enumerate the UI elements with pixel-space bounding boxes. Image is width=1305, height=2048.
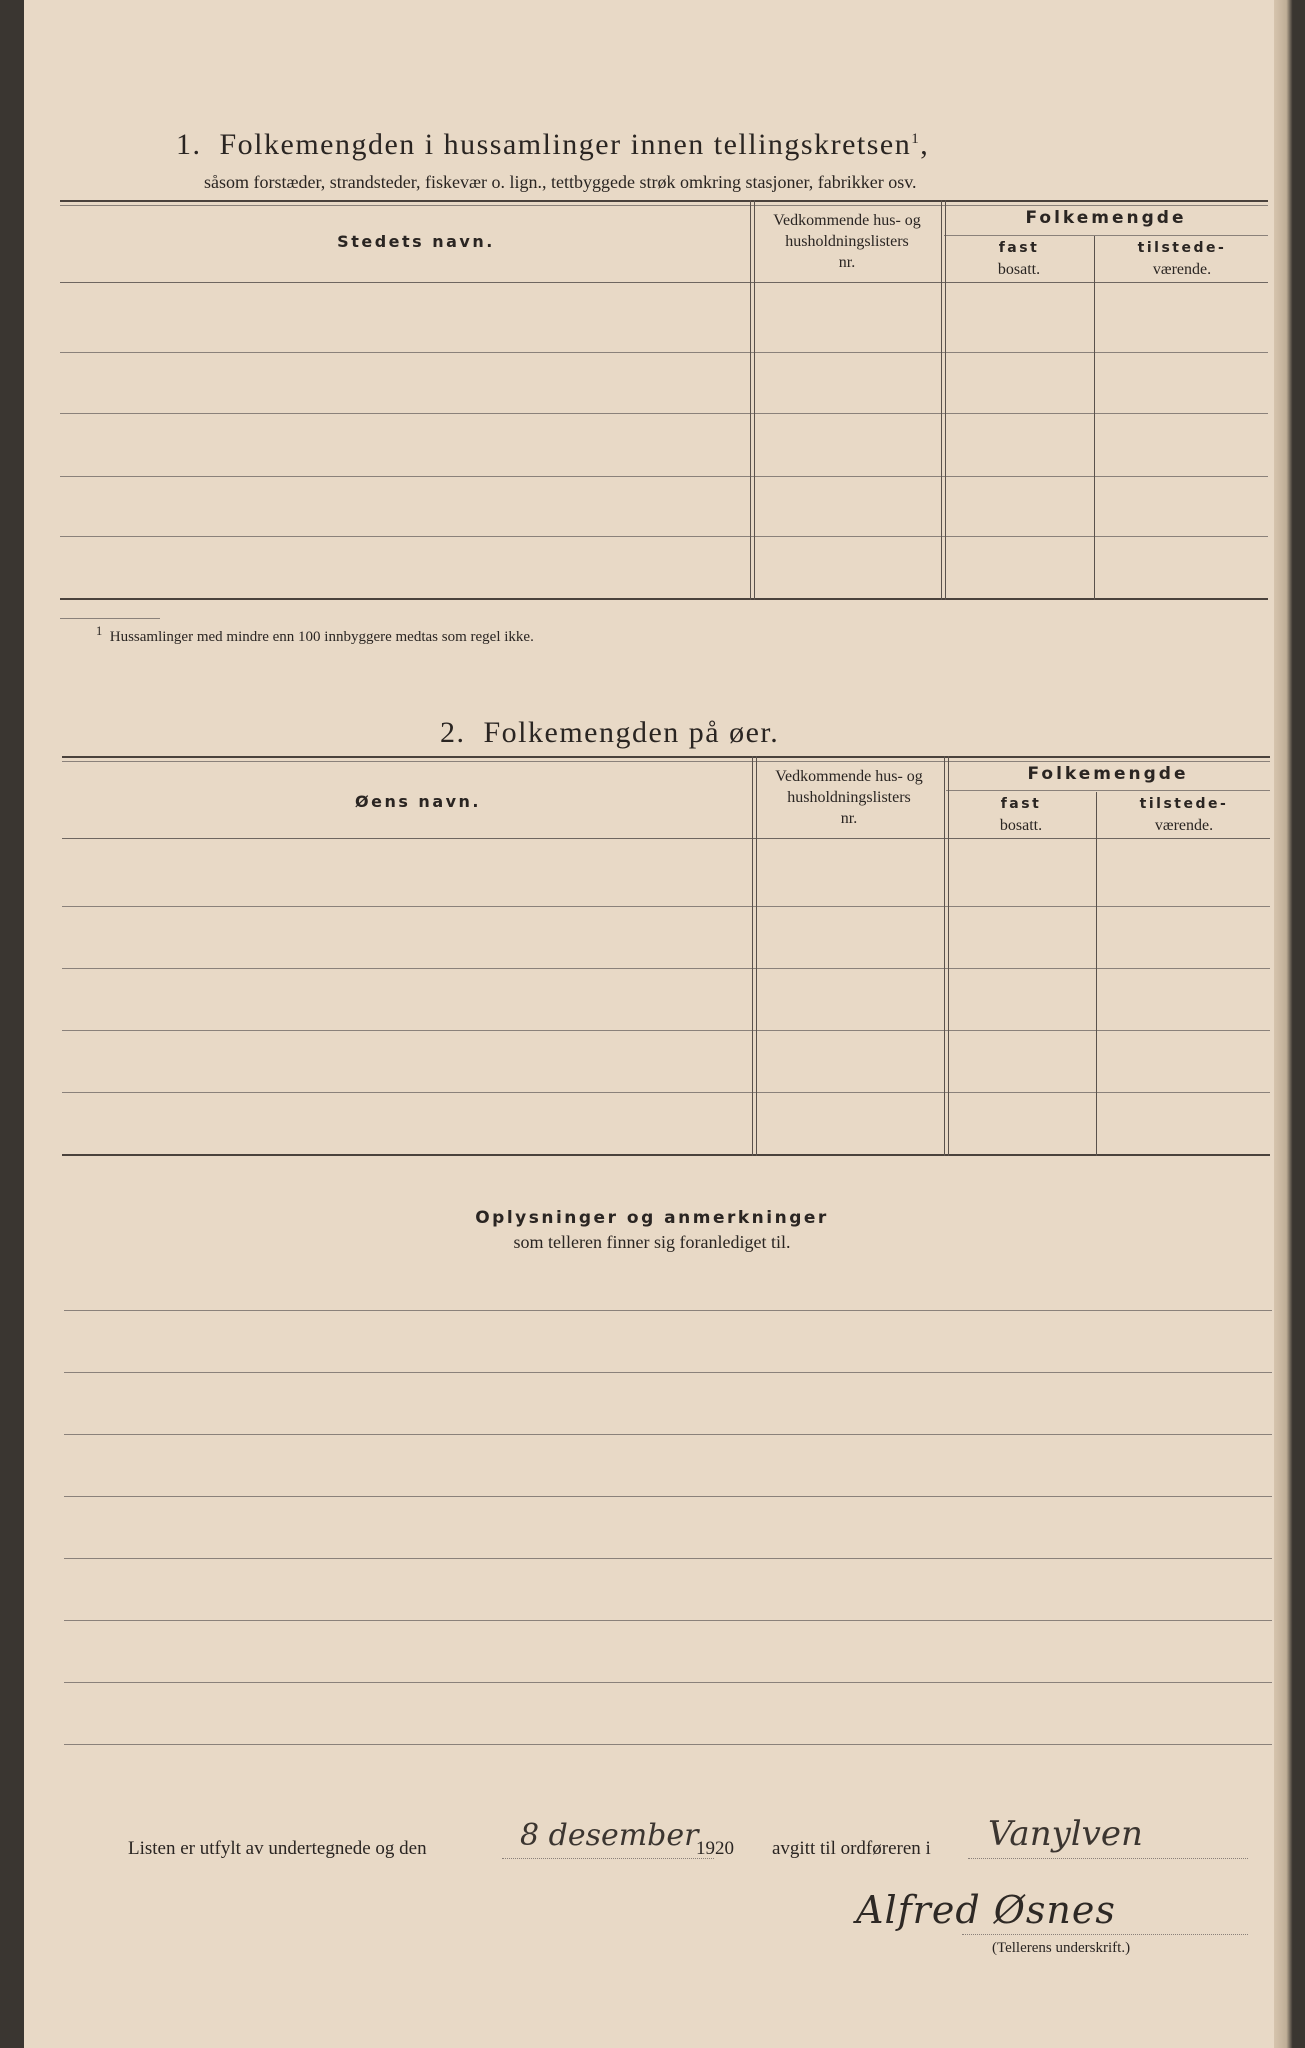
table1-bottom-rule xyxy=(60,598,1268,600)
remarks-heading xyxy=(24,1208,1280,1253)
table2-row-rule xyxy=(62,906,1270,907)
table2-col-fast-2: bosatt. xyxy=(999,817,1043,834)
remarks-subtitle: som telleren finner sig foranlediget til. xyxy=(513,1232,791,1252)
footnote-marker: 1 xyxy=(96,624,103,638)
table1-row-rule xyxy=(60,536,1268,537)
remarks-line xyxy=(64,1434,1272,1435)
place-dotted-line xyxy=(968,1858,1248,1859)
remarks-line xyxy=(64,1310,1272,1311)
table1-pop-divider xyxy=(944,235,1268,236)
table1-col-fast xyxy=(944,238,1094,280)
footnote-text: Hussamlinger med mindre enn 100 innbyggere medtas som regel ikke. xyxy=(109,629,534,645)
table1-col-list xyxy=(752,210,942,273)
section1-title: Folkemengden i hussamlinger innen tellingskretsen xyxy=(219,128,912,161)
footer-place-handwritten: Vanylven xyxy=(988,1814,1143,1854)
table2-col-list xyxy=(754,766,944,829)
section2-title: Folkemengden på øer. xyxy=(483,716,780,749)
table1-row-rule xyxy=(60,413,1268,414)
section1-heading xyxy=(176,128,929,162)
table1-divider-2 xyxy=(941,200,946,600)
remarks-line xyxy=(64,1558,1272,1559)
page-edge-shadow xyxy=(1274,0,1305,2048)
table2-pop-divider xyxy=(946,790,1270,791)
table1-top-rule-2 xyxy=(60,205,1268,206)
table1-col-tilst xyxy=(1096,238,1268,280)
table1-col-fast-1: fast xyxy=(998,240,1040,256)
table2-divider-1 xyxy=(752,756,757,1156)
section2-number: 2. xyxy=(440,716,466,749)
signature-caption: (Tellerens underskrift.) xyxy=(992,1940,1131,1956)
table1-row-rule xyxy=(60,476,1268,477)
census-form-page xyxy=(24,0,1280,2048)
table2-divider-2 xyxy=(944,756,949,1156)
table2-col-name: Øens navn. xyxy=(354,792,482,811)
remarks-line xyxy=(64,1372,1272,1373)
footer-text-a: Listen er utfylt av undertegnede og den xyxy=(128,1838,427,1859)
date-dotted-line xyxy=(502,1858,714,1859)
table1-col-list-l2: husholdningslisters xyxy=(785,233,909,250)
table2-col-tilst-1: tilstede- xyxy=(1139,796,1229,812)
table2-col-list-l3: nr. xyxy=(840,810,858,827)
section1-number: 1. xyxy=(176,128,202,161)
table1-col-list-l3: nr. xyxy=(838,254,856,271)
table2-row-rule xyxy=(62,1030,1270,1031)
table1-col-pop: Folkemengde xyxy=(1025,208,1187,228)
table2-row-rule xyxy=(62,1092,1270,1093)
table2-col-pop: Folkemengde xyxy=(1027,764,1189,784)
footnote xyxy=(96,624,534,646)
section1-footnote-marker: 1 xyxy=(911,131,921,147)
table2-bottom-rule xyxy=(62,1154,1270,1156)
remarks-line xyxy=(64,1496,1272,1497)
footer-year: 1920 xyxy=(696,1838,734,1859)
table2-col-list-l1: Vedkommende hus- og xyxy=(775,768,923,785)
table2-row-rule xyxy=(62,968,1270,969)
table2-divider-3 xyxy=(1096,792,1097,1156)
table2-header-rule xyxy=(62,838,1270,839)
table2-col-tilst-2: værende. xyxy=(1154,817,1214,834)
table1-row-rule xyxy=(60,352,1268,353)
table1-top-rule xyxy=(60,200,1268,202)
footer-date-handwritten: 8 desember xyxy=(520,1818,699,1853)
table2-col-fast-1: fast xyxy=(1000,796,1042,812)
section2-heading xyxy=(440,716,779,750)
table2-top-rule-2 xyxy=(62,761,1270,762)
table1-header-rule xyxy=(60,282,1268,283)
table2-col-list-l2: husholdningslisters xyxy=(787,789,911,806)
remarks-line xyxy=(64,1682,1272,1683)
remarks-title: Oplysninger og anmerkninger xyxy=(475,1208,829,1228)
footnote-rule xyxy=(60,618,160,619)
table2-top-rule xyxy=(62,756,1270,758)
table2-col-tilst xyxy=(1098,794,1270,836)
section1-trailing: , xyxy=(920,128,930,161)
section1-subtitle: såsom forstæder, strandsteder, fiskevær o. lign., tettbyggede strøk omkring stasjoner, fabrikker osv. xyxy=(204,172,917,192)
table1-divider-1 xyxy=(750,200,755,600)
footer-text-b: avgitt til ordføreren i xyxy=(772,1838,931,1859)
table1-col-tilst-2: værende. xyxy=(1152,261,1212,278)
remarks-line xyxy=(64,1620,1272,1621)
signature-dotted-line xyxy=(962,1934,1248,1935)
table1-col-list-l1: Vedkommende hus- og xyxy=(773,212,921,229)
remarks-line xyxy=(64,1744,1272,1745)
table1-col-name: Stedets navn. xyxy=(337,232,495,251)
table1-col-tilst-1: tilstede- xyxy=(1137,240,1227,256)
table2-col-fast xyxy=(946,794,1096,836)
table1-col-fast-2: bosatt. xyxy=(997,261,1041,278)
table1-divider-3 xyxy=(1094,236,1095,600)
teller-signature: Alfred Øsnes xyxy=(856,1888,1116,1932)
